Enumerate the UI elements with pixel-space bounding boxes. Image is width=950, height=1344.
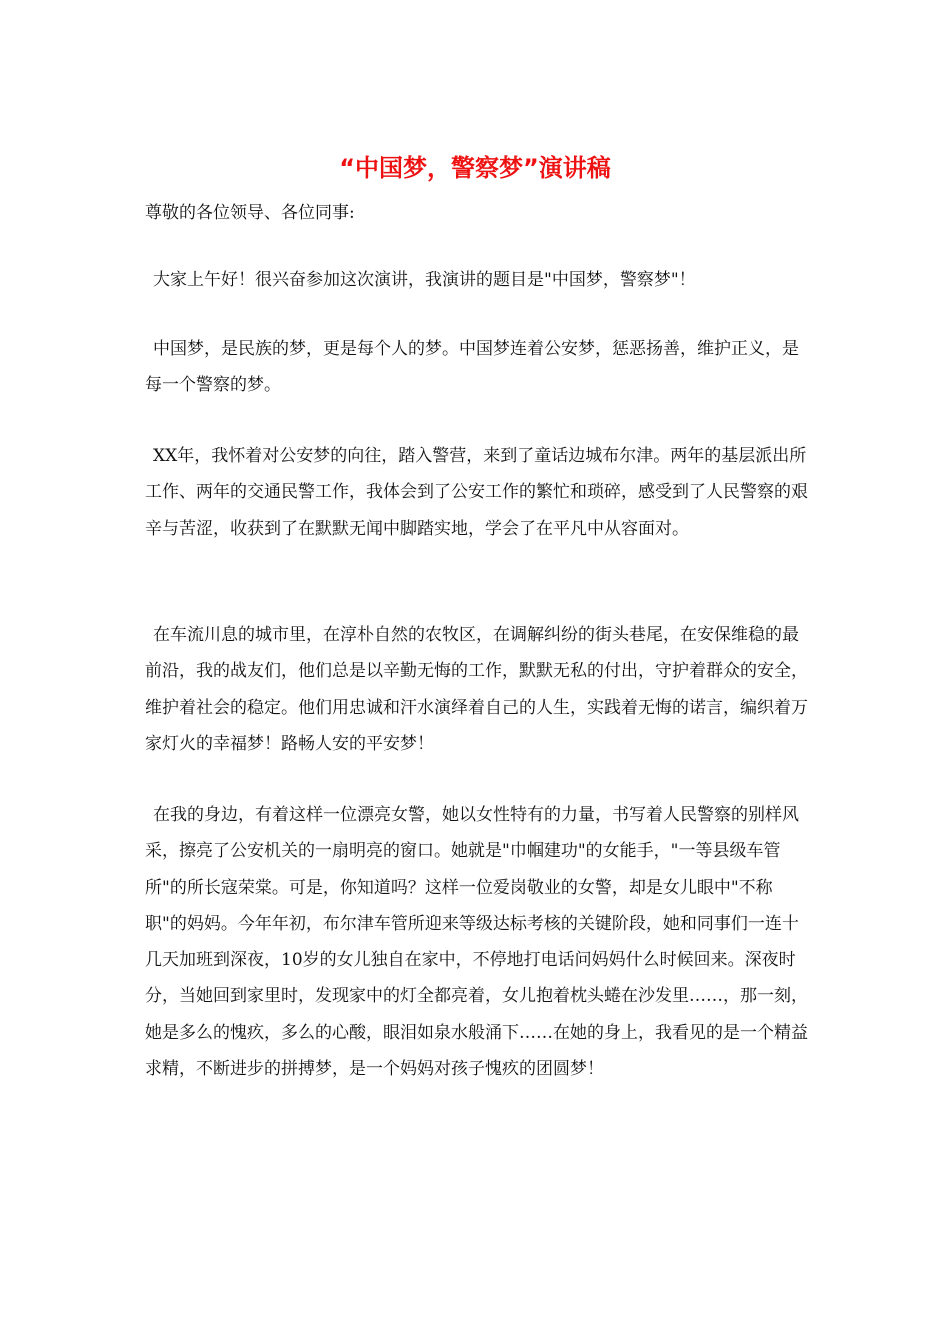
paragraph-personal-story: XX年，我怀着对公安梦的向往，踏入警营，来到了童话边城布尔津。两年的基层派出所工作、两年的交通民警工作，我体会到了公安工作的繁忙和琐碎，感受到了人民警察的艰辛与苦涩，收获到了在默默无闻中脚踏实地，学会了在平凡中从容面对。 (145, 446, 808, 539)
salutation: 尊敬的各位领导、各位同事: (145, 203, 355, 223)
paragraph-female-officer: 在我的身边，有着这样一位漂亮女警，她以女性特有的力量，书写着人民警察的别样风采，擦亮了公安机关的一扇明亮的窗口。她就是"巾帼建功"的女能手，"一等县级车管所"的所长寇荣棠。可是，你知道吗？这样一位爱岗敬业的女警，却是女儿眼中"不称职"的妈妈。今年年初，布尔津车管所迎来等级达标考核的关键阶段，她和同事们一连十几天加班到深夜，10岁的女儿独自在家中，不停地打电话问妈妈什么时候回来。深夜时分，当她回到家里时，发现家中的灯全都亮着，女儿抱着枕头蜷在沙发里……，那一刻，她是多么的愧疚，多么的心酸，眼泪如泉水般涌下……在她的身上，我看见的是一个精益求精，不断进步的拼搏梦，是一个妈妈对孩子愧疚的团圆梦！ (145, 805, 808, 1080)
paragraph-china-dream: 中国梦，是民族的梦，更是每个人的梦。中国梦连着公安梦，惩恶扬善，维护正义，是每一个警察的梦。 (145, 339, 799, 396)
page-title: “中国梦，警察梦”演讲稿 (339, 154, 611, 182)
paragraph-greeting: 大家上午好！很兴奋参加这次演讲，我演讲的题目是"中国梦，警察梦"！ (153, 270, 696, 290)
paragraph-comrades: 在车流川息的城市里，在淳朴自然的农牧区，在调解纠纷的街头巷尾，在安保维稳的最前沿，我的战友们，他们总是以辛勤无悔的工作，默默无私的付出，守护着群众的安全，维护着社会的稳定。他们用忠诚和汗水演绎着自己的人生，实践着无悔的诺言，编织着万家灯火的幸福梦！路畅人安的平安梦！ (145, 625, 808, 754)
